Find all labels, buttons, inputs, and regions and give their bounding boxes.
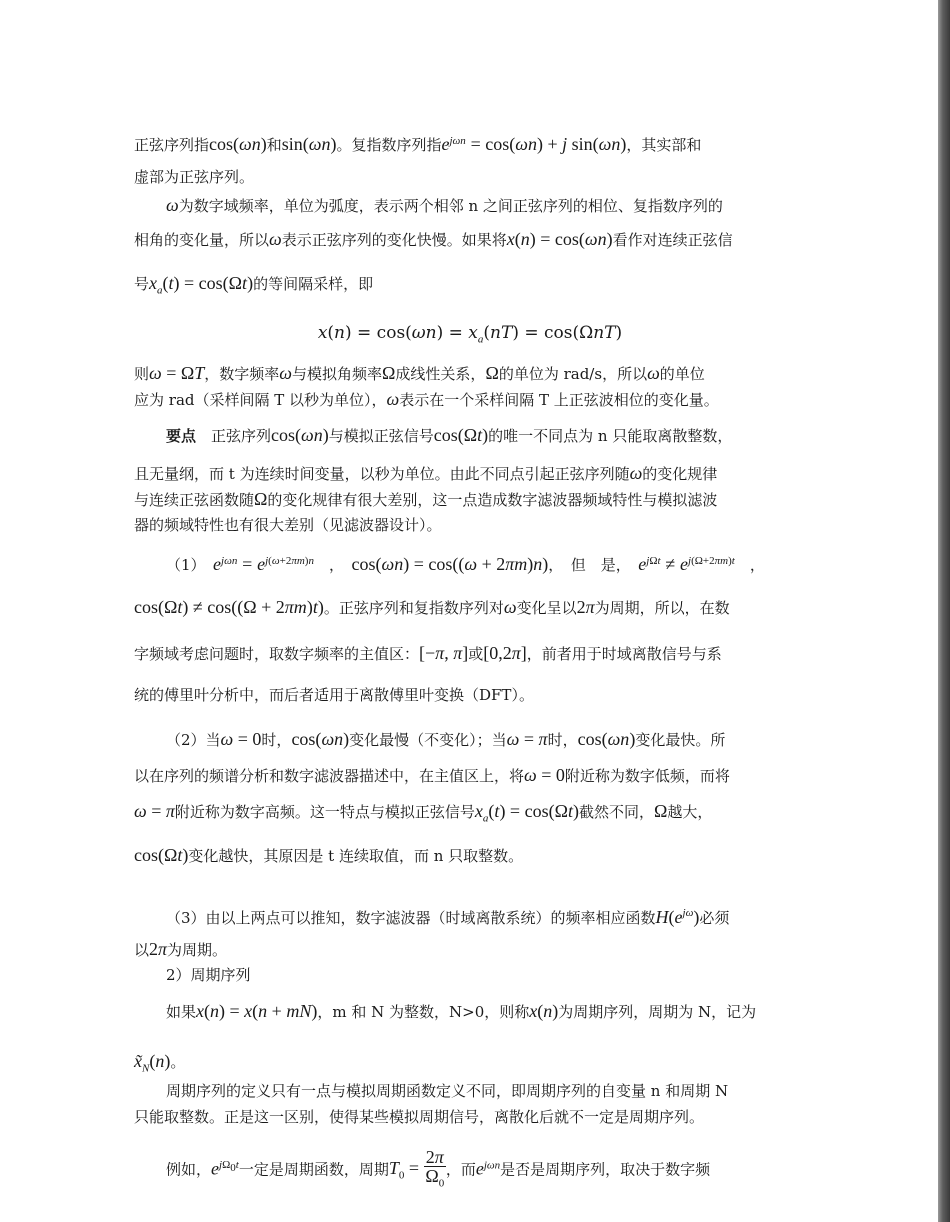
paragraph-line-7: 应为 rad（采样间隔 T 以秒为单位），ω表示在一个采样间隔 T 上正弦波相位的变化量。 (134, 389, 719, 409)
paragraph-line-12: （1） $e^{j\omega n} = e^{j(\omega+2\pi m)n}$ ， cos(ωn) = cos((ω + 2πm)n)， 但 是， $e^{j\Omega t} \ne e^{j(\Omega+2\pi m)t}$ ， (166, 554, 765, 574)
paragraph-line-16: （2）当ω = 0时，cos(ωn)变化最慢（不变化）；当ω = π时，cos(ωn)变化最快。所 (166, 729, 726, 749)
paragraph-line-3: ω为数字域频率，单位为弧度，表示两个相邻 n 之间正弦序列的相位、复指数序列的 (166, 195, 723, 215)
section-heading-periodic: 2）周期序列 (166, 966, 251, 984)
paragraph-line-25: 周期序列的定义只有一点与模拟周期函数定义不同，即周期序列的自变量 n 和周期 N (166, 1082, 729, 1100)
scrollbar[interactable] (938, 0, 950, 1222)
paragraph-line-5: 号$x_a(t) = \cos(\Omega t)$的等间隔采样，即 (134, 273, 374, 297)
paragraph-line-4: 相角的变化量，所以ω表示正弦序列的变化快慢。如果将x(n) = cos(ωn)看作对连续正弦信 (134, 229, 733, 249)
equation-sampling: $x(n) = \cos(\omega n) = x_a(nT) = \cos(\Omega nT)$ (317, 323, 623, 346)
paragraph-line-17: 以在序列的频谱分析和数字滤波器描述中，在主值区上，将ω = 0附近称为数字低频，而将 (134, 765, 730, 785)
paragraph-line-2: 虚部为正弦序列。 (134, 168, 255, 186)
paragraph-line-19: cos(Ωt)变化越快，其原因是 t 连续取值，而 n 只取整数。 (134, 845, 524, 865)
paragraph-line-14: 字频域考虑问题时，取数字频率的主值区：[−π, π]或[0,2π]，前者用于时域离散信号与系 (134, 643, 722, 663)
paragraph-line-13: cos(Ωt) ≠ cos((Ω + 2πm)t)。正弦序列和复指数序列对ω变化呈以2π为周期，所以，在数 (134, 597, 730, 617)
paragraph-line-20: （3）由以上两点可以推知，数字滤波器（时域离散系统）的频率相应函数$H(e^{j\omega})$必须 (166, 907, 730, 927)
paragraph-line-8: 要点 正弦序列cos(ωn)与模拟正弦信号cos(Ωt)的唯一不同点为 n 只能取离散整数， (166, 425, 733, 445)
paragraph-line-27: 例如，$e^{j\Omega_0t}$一定是周期函数，周期$T_0$ = $\frac{2\pi}{\Omega_0}$ ，而$e^{j\omega n}$是否是周期序列，取决于数字频 (166, 1147, 711, 1190)
paragraph-line-10: 与连续正弦函数随Ω的变化规律有很大差别，这一点造成数字滤波器频域特性与模拟滤波 (134, 489, 718, 509)
paragraph-line-9: 且无量纲，而 t 为连续时间变量，以秒为单位。由此不同点引起正弦序列随ω的变化规律 (134, 463, 718, 483)
paragraph-line-24: $x̃_N(n)$。 (134, 1051, 186, 1075)
paragraph-line-26: 只能取整数。正是这一区别，使得某些模拟周期信号，离散化后就不一定是周期序列。 (134, 1108, 705, 1126)
paragraph-line-15: 统的傅里叶分析中，而后者适用于离散傅里叶变换（DFT）。 (134, 686, 534, 704)
paragraph-line-21: 以2π为周期。 (134, 939, 228, 959)
paragraph-line-18: ω = π附近称为数字高频。这一特点与模拟正弦信号$x_a(t) = \cos(\Omega t)$截然不同，Ω越大， (134, 801, 713, 825)
paragraph-line-1: 正弦序列指cos(ωn)和sin(ωn)。复指数序列指$e^{j\omega n} = \cos(\omega n) + j$ sin(ωn)，其实部和 (134, 134, 702, 154)
paragraph-line-6: 则ω = ΩT，数字频率ω与模拟角频率Ω成线性关系，Ω的单位为 rad/s，所以ω的单位 (134, 363, 705, 383)
paragraph-line-23: 如果x(n) = x(n + mN)，m 和 N 为整数，N>0，则称x(n)为周期序列，周期为 N，记为 (166, 1001, 757, 1021)
paragraph-line-11: 器的频域特性也有很大差别（见滤波器设计）。 (134, 516, 442, 534)
